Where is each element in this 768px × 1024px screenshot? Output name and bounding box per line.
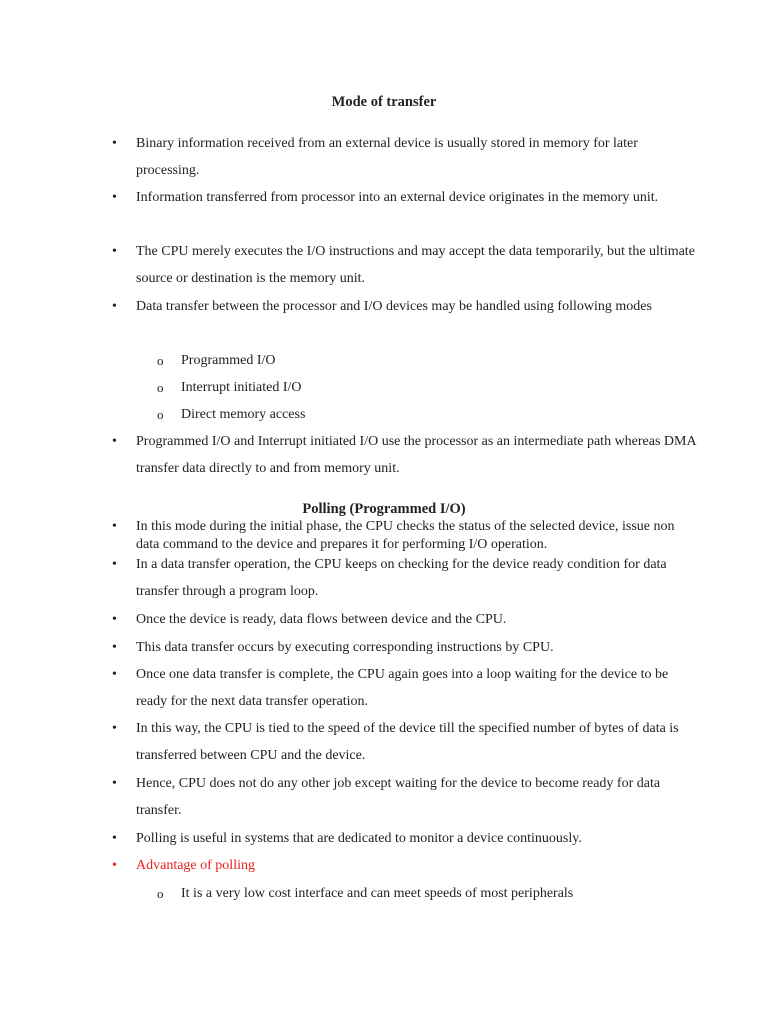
sub-bullet-glyph: o: [157, 886, 164, 901]
bullet-glyph: •: [112, 244, 117, 259]
bullet-glyph: •: [112, 612, 117, 627]
list-item: Binary information received from an external device is usually stored in memory for later processing.: [136, 136, 638, 178]
list-item: In a data transfer operation, the CPU keeps on checking for the device ready condition for data transfer through a program loop.: [136, 557, 667, 599]
list-item: Once one data transfer is complete, the CPU again goes into a loop waiting for the device to be ready for the next data transfer operation.: [136, 667, 669, 709]
list-item: In this mode during the initial phase, the CPU checks the status of the selected device, issue non data command to the device and prepares it for performing I/O operation.: [136, 519, 675, 552]
list-item: The CPU merely executes the I/O instructions and may accept the data temporarily, but the ultimate source or destination is the memory unit.: [136, 244, 695, 286]
list-item: Information transferred from processor into an external device originates in the memory unit.: [136, 190, 659, 205]
bullet-glyph: •: [112, 190, 117, 205]
sub-bullet-glyph: o: [157, 407, 164, 422]
bullet-glyph: •: [112, 519, 117, 534]
bullet-glyph: •: [112, 136, 117, 151]
sub-list-item: Programmed I/O: [181, 353, 276, 368]
bullet-glyph: •: [112, 721, 117, 736]
list-item: Polling is useful in systems that are dedicated to monitor a device continuously.: [136, 831, 582, 846]
list-item: This data transfer occurs by executing corresponding instructions by CPU.: [136, 640, 554, 655]
sub-list-item: Direct memory access: [181, 407, 306, 422]
bullet-glyph-highlight: •: [112, 858, 117, 873]
list-item: Once the device is ready, data flows between device and the CPU.: [136, 612, 507, 627]
bullet-glyph: •: [112, 667, 117, 682]
list-item: Data transfer between the processor and I/O devices may be handled using following modes: [136, 299, 652, 314]
sub-bullet-glyph: o: [157, 380, 164, 395]
bullet-glyph: •: [112, 640, 117, 655]
sub-list-item: It is a very low cost interface and can meet speeds of most peripherals: [181, 886, 574, 901]
bullet-glyph: •: [112, 831, 117, 846]
sub-list-item: Interrupt initiated I/O: [181, 380, 302, 395]
list-item: Hence, CPU does not do any other job except waiting for the device to become ready for data transfer.: [136, 776, 661, 818]
advantage-heading: Advantage of polling: [136, 858, 255, 873]
list-item: Programmed I/O and Interrupt initiated I/O use the processor as an intermediate path whereas DMA transfer data directly to and from memory unit.: [136, 434, 696, 476]
section-title-mode-of-transfer: Mode of transfer: [331, 94, 437, 110]
bullet-glyph: •: [112, 557, 117, 572]
list-item: In this way, the CPU is tied to the speed of the device till the specified number of bytes of data is transferred between CPU and the device.: [136, 721, 679, 763]
section-title-polling: Polling (Programmed I/O): [302, 501, 466, 517]
bullet-glyph: •: [112, 434, 117, 449]
bullet-glyph: •: [112, 776, 117, 791]
bullet-glyph: •: [112, 299, 117, 314]
sub-bullet-glyph: o: [157, 353, 164, 368]
